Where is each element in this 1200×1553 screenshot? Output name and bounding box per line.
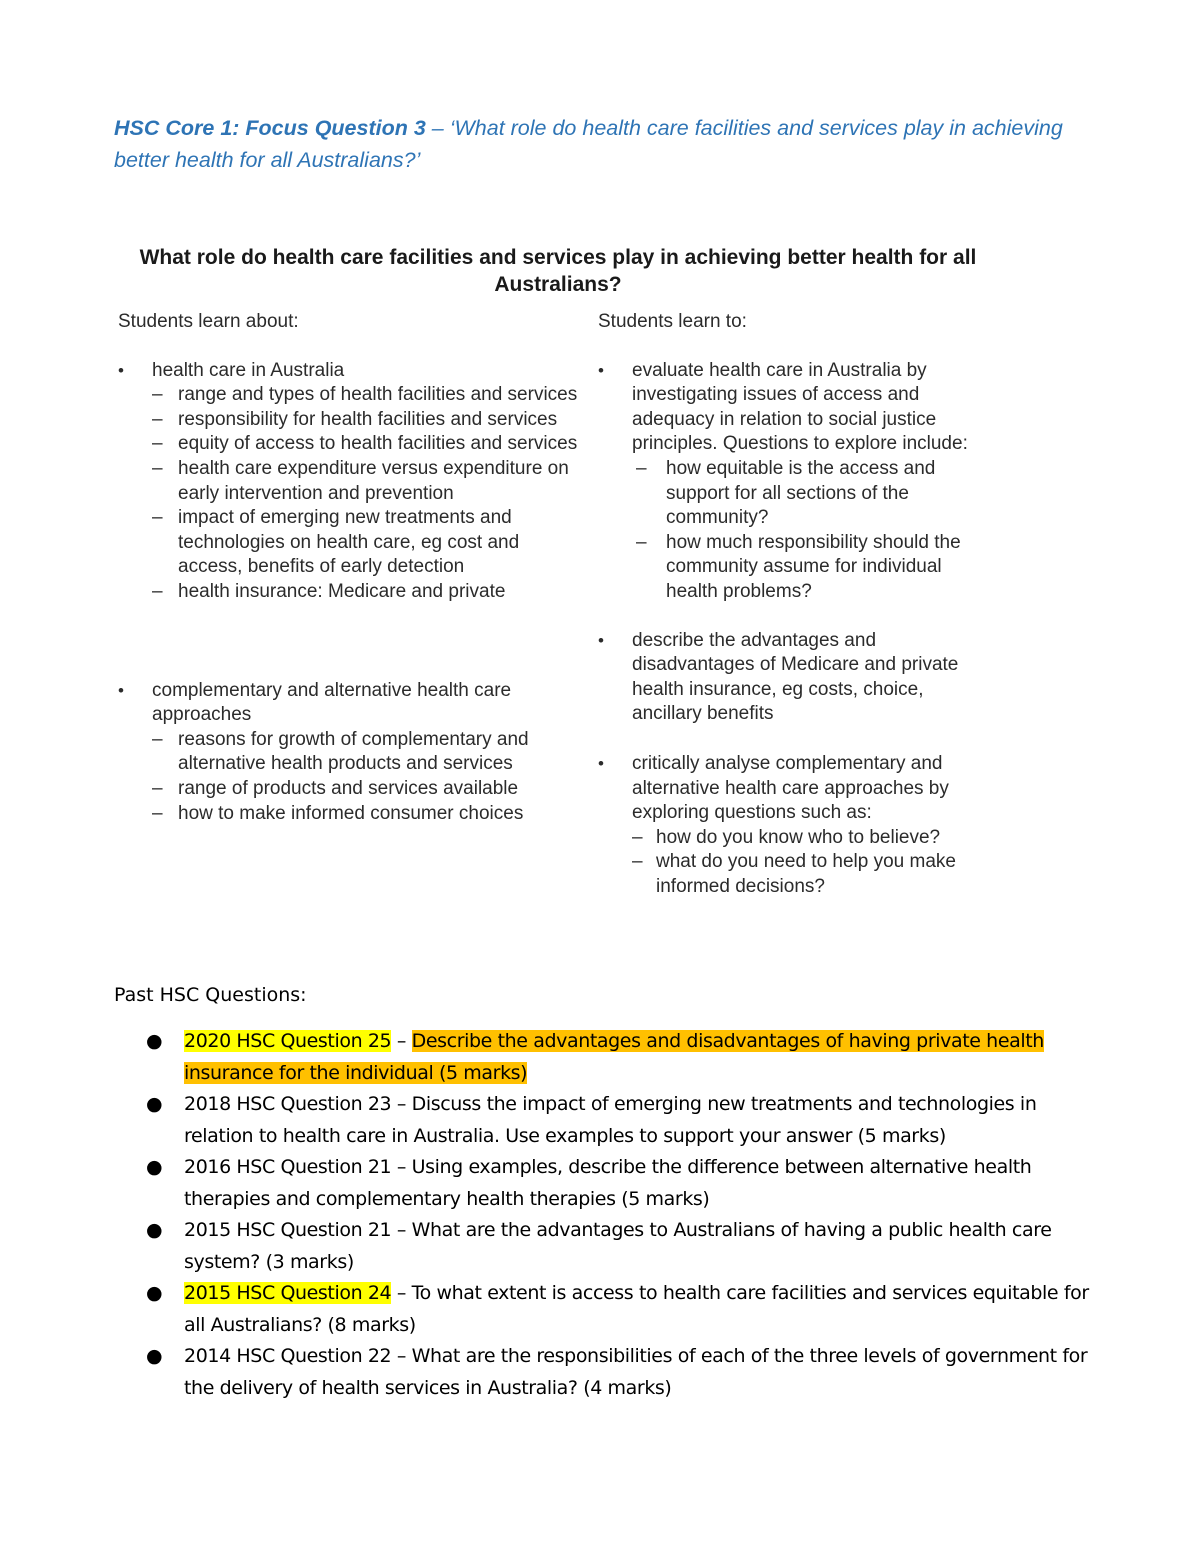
sub-point-text: health care expenditure versus expenditure on early intervention and prevention bbox=[178, 457, 569, 504]
sub-point bbox=[632, 531, 998, 605]
question-ref: 2015 HSC Question 21 bbox=[184, 1219, 392, 1241]
sub-point-text: reasons for growth of complementary and alternative health products and services bbox=[178, 728, 529, 775]
learn-about-point bbox=[118, 679, 588, 728]
list-item bbox=[146, 1026, 1091, 1089]
bullet-icon: • bbox=[118, 360, 124, 380]
sub-point-text: how equitable is the access and support for all sections of the community? bbox=[666, 457, 936, 529]
bullet-icon: ● bbox=[146, 1345, 163, 1367]
sub-point bbox=[632, 826, 998, 851]
list-item bbox=[146, 1089, 1091, 1152]
list-item bbox=[146, 1215, 1091, 1278]
dash-icon: – bbox=[152, 408, 163, 430]
sub-point bbox=[632, 457, 998, 531]
question-text: Using examples, describe the difference between alternative health therapies and complementary health therapies (5 marks) bbox=[184, 1156, 1032, 1210]
learn-about-column bbox=[118, 310, 588, 826]
sub-point bbox=[152, 432, 588, 457]
sub-point-text: range and types of health facilities and services bbox=[178, 384, 578, 406]
question-separator: – bbox=[391, 1093, 412, 1115]
dash-icon: – bbox=[636, 457, 647, 479]
question-ref: 2014 HSC Question 22 bbox=[184, 1345, 392, 1367]
question-separator: – bbox=[391, 1282, 412, 1304]
learn-to-subpoints bbox=[598, 826, 998, 900]
point-text: health care in Australia bbox=[152, 359, 345, 381]
sub-point bbox=[152, 408, 588, 433]
question-text: Describe the advantages and disadvantages of having private health insurance for the individual (5 marks) bbox=[184, 1030, 1044, 1084]
dash-icon: – bbox=[152, 457, 163, 479]
learn-to-point bbox=[598, 752, 998, 826]
sub-point-text: what do you need to help you make informed decisions? bbox=[656, 851, 956, 897]
focus-question-heading bbox=[114, 112, 1074, 176]
dash-icon: – bbox=[632, 826, 643, 848]
sub-point bbox=[152, 777, 588, 802]
learn-about-subpoints bbox=[118, 383, 588, 604]
dash-icon: – bbox=[152, 507, 163, 529]
learn-about-heading: Students learn about: bbox=[118, 311, 299, 332]
learn-to-point bbox=[598, 359, 998, 457]
bullet-icon: • bbox=[598, 630, 604, 650]
focus-question-text: – ‘What role do health care facilities and services play in achieving better health for all Australians?’ bbox=[114, 116, 1063, 172]
dash-icon: – bbox=[632, 851, 643, 873]
bullet-icon: • bbox=[118, 680, 124, 700]
question-text: What are the advantages to Australians of having a public health care system? (3 marks) bbox=[184, 1219, 1052, 1273]
question-ref: 2016 HSC Question 21 bbox=[184, 1156, 392, 1178]
list-item bbox=[146, 1278, 1091, 1341]
dash-icon: – bbox=[152, 777, 163, 799]
sub-point-text: equity of access to health facilities and services bbox=[178, 433, 578, 455]
sub-point bbox=[152, 580, 588, 605]
learn-about-point bbox=[118, 359, 588, 384]
question-separator: – bbox=[391, 1219, 412, 1241]
question-ref: 2020 HSC Question 25 bbox=[184, 1030, 392, 1052]
bullet-icon: ● bbox=[146, 1282, 163, 1304]
dash-icon: – bbox=[152, 384, 163, 406]
focus-question-label: HSC Core 1: Focus Question 3 bbox=[114, 116, 426, 140]
past-questions-list bbox=[146, 1026, 1091, 1404]
sub-point-text: how do you know who to believe? bbox=[656, 826, 941, 848]
bullet-icon: • bbox=[598, 753, 604, 773]
sub-point-text: how much responsibility should the community assume for individual health problems? bbox=[666, 531, 961, 602]
dash-icon: – bbox=[152, 580, 163, 602]
question-text: Discuss the impact of emerging new treatments and technologies in relation to health care in Australia. Use examples to support your answer (5 marks) bbox=[184, 1093, 1037, 1147]
dash-icon: – bbox=[152, 802, 163, 824]
sub-point-text: how to make informed consumer choices bbox=[178, 802, 524, 824]
sub-point-text: health insurance: Medicare and private bbox=[178, 580, 506, 602]
question-separator: – bbox=[391, 1030, 412, 1052]
question-text: To what extent is access to health care facilities and services equitable for all Australians? (8 marks) bbox=[184, 1282, 1089, 1336]
learn-to-subpoints bbox=[598, 457, 998, 605]
bullet-icon: ● bbox=[146, 1093, 163, 1115]
sub-point bbox=[152, 728, 588, 777]
point-text: evaluate health care in Australia by investigating issues of access and adequacy in relation to social justice principles. Questions to explore include: bbox=[632, 359, 968, 455]
syllabus-title: What role do health care facilities and services play in achieving better health for all Australians? bbox=[139, 246, 977, 296]
sub-point-text: responsibility for health facilities and services bbox=[178, 408, 558, 430]
past-questions-label: Past HSC Questions: bbox=[114, 984, 307, 1006]
sub-point bbox=[152, 457, 588, 506]
bullet-icon: ● bbox=[146, 1156, 163, 1178]
sub-point-text: range of products and services available bbox=[178, 777, 519, 799]
question-ref: 2015 HSC Question 24 bbox=[184, 1282, 392, 1304]
question-separator: – bbox=[391, 1156, 412, 1178]
question-ref: 2018 HSC Question 23 bbox=[184, 1093, 392, 1115]
list-item bbox=[146, 1341, 1091, 1404]
sub-point bbox=[152, 802, 588, 827]
sub-point bbox=[152, 383, 588, 408]
bullet-icon: ● bbox=[146, 1030, 163, 1052]
learn-to-column bbox=[598, 310, 998, 899]
bullet-icon: ● bbox=[146, 1219, 163, 1241]
point-text: complementary and alternative health care approaches bbox=[152, 679, 512, 726]
point-text: describe the advantages and disadvantages of Medicare and private health insurance, eg costs, choice, ancillary benefits bbox=[632, 629, 959, 725]
sub-point-text: impact of emerging new treatments and technologies on health care, eg cost and access, benefits of early detection bbox=[178, 507, 520, 578]
learn-to-point bbox=[598, 629, 998, 727]
dash-icon: – bbox=[152, 433, 163, 455]
list-item bbox=[146, 1152, 1091, 1215]
sub-point bbox=[632, 850, 998, 899]
sub-point bbox=[152, 506, 588, 580]
point-text: critically analyse complementary and alternative health care approaches by exploring questions such as: bbox=[632, 752, 949, 824]
learn-about-subpoints bbox=[118, 728, 588, 826]
question-text: What are the responsibilities of each of the three levels of government for the delivery of health services in Australia? (4 marks) bbox=[184, 1345, 1088, 1399]
learn-to-heading: Students learn to: bbox=[598, 311, 747, 332]
dash-icon: – bbox=[636, 531, 647, 553]
bullet-icon: • bbox=[598, 360, 604, 380]
dash-icon: – bbox=[152, 728, 163, 750]
question-separator: – bbox=[391, 1345, 412, 1367]
